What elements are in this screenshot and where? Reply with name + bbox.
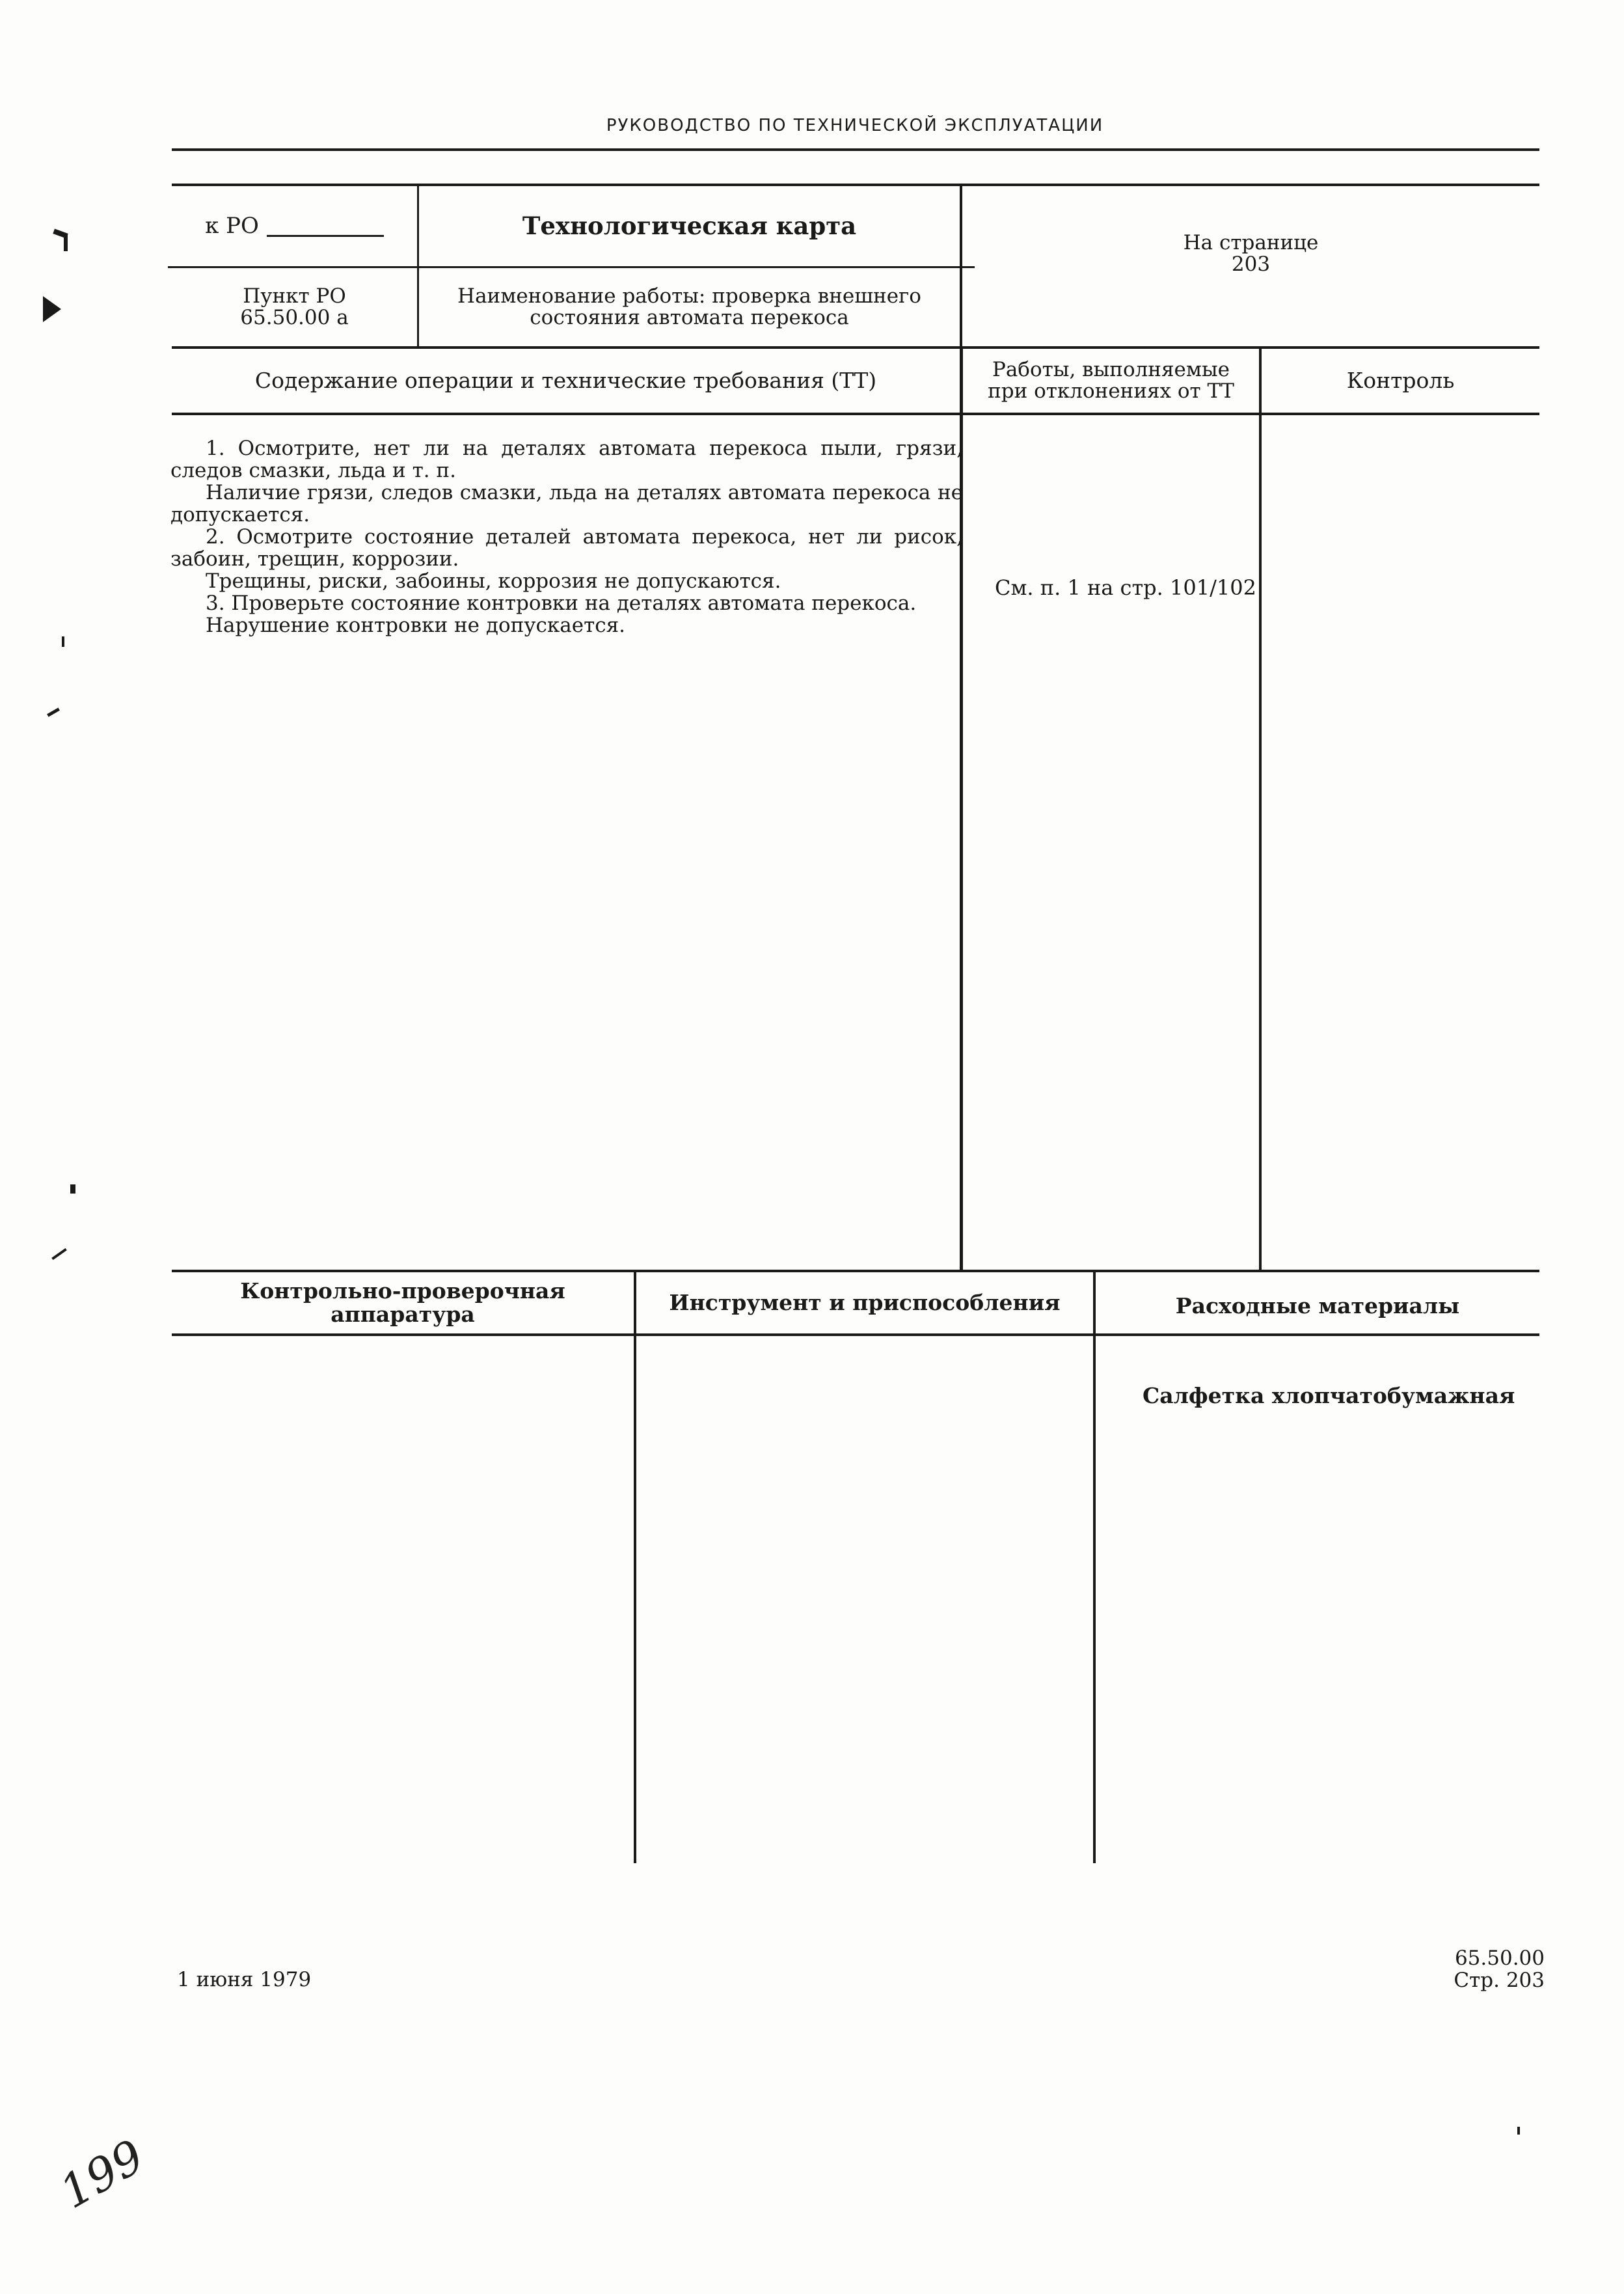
running-header: РУКОВОДСТВО ПО ТЕХНИЧЕСКОЙ ЭКСПЛУАТАЦИИ	[606, 116, 1104, 135]
margin-mark	[51, 1248, 67, 1260]
margin-mark	[64, 234, 68, 251]
operation-requirement: Трещины, риски, забоины, коррозия не допускаются.	[206, 569, 781, 593]
content-column-title: Содержание операции и технические требования (ТТ)	[254, 368, 877, 394]
control-column-divider	[1259, 348, 1262, 1272]
control-column-header	[1262, 349, 1539, 413]
column-header-rule	[172, 413, 1539, 415]
tools-column-divider	[634, 1271, 636, 1863]
ro-reference	[205, 214, 384, 238]
tools-column-title: Инструмент и приспособления	[669, 1290, 1061, 1316]
revision-date: 1 июня 1979	[177, 1968, 312, 1991]
margin-mark	[62, 636, 64, 647]
work-name-line1: Наименование работы: проверка внешнего	[457, 284, 921, 308]
item-label: Пункт РО	[243, 284, 346, 308]
page-number: 203	[1231, 253, 1271, 276]
deviation-column-title-1: Работы, выполняемые	[992, 357, 1230, 381]
operations-text	[170, 437, 963, 636]
equipment-column-header	[172, 1272, 634, 1333]
deviation-reference: См. п. 1 на стр. 101/102	[995, 575, 1256, 600]
material-item: Салфетка хлопчатобумажная	[1143, 1383, 1515, 1408]
margin-mark	[70, 1184, 75, 1194]
materials-column-title: Расходные материалы	[1175, 1293, 1460, 1319]
materials-column-header	[1096, 1272, 1539, 1340]
control-column-title: Контроль	[1346, 368, 1455, 394]
materials-column-divider	[1093, 1271, 1096, 1863]
card-title-cell	[419, 186, 960, 266]
page-footer	[1454, 1947, 1545, 1991]
ro-reference-label: к РО	[205, 213, 259, 239]
ro-reference-cell	[172, 186, 417, 266]
tools-column-header	[636, 1272, 1093, 1333]
operation-requirement: Нарушение контровки не допускается.	[206, 614, 625, 637]
ro-reference-blank	[267, 215, 384, 237]
work-name-line2: состояния автомата перекоса	[530, 306, 849, 329]
page-reference-cell	[962, 215, 1539, 293]
content-column-header	[172, 349, 960, 413]
equipment-column-title: Контрольно-проверочная аппаратура	[240, 1278, 565, 1327]
margin-mark	[1517, 2127, 1520, 2135]
margin-mark	[43, 296, 61, 322]
deviation-column-header	[963, 349, 1259, 413]
item-cell	[172, 268, 417, 346]
handwritten-note: 199	[51, 2129, 154, 2219]
page-label: На странице	[1183, 230, 1319, 254]
deviation-column-title-2: при отклонениях от ТТ	[988, 379, 1234, 403]
item-number: 65.50.00 а	[240, 306, 349, 329]
operation-step: 3. Проверьте состояние контровки на деталях автомата перекоса.	[206, 592, 917, 615]
doc-code: 65.50.00	[1454, 1946, 1545, 1970]
work-name-cell	[419, 268, 960, 346]
margin-mark	[47, 707, 60, 717]
header-rule	[172, 148, 1539, 151]
operation-requirement: Наличие грязи, следов смазки, льда на деталях автомата перекоса не допускается.	[170, 481, 963, 526]
card-title: Технологическая карта	[522, 211, 857, 240]
operation-step: 2. Осмотрите состояние деталей автомата перекоса, нет ли рисок, забоин, трещин, коррозии.	[170, 525, 963, 571]
operation-step: 1. Осмотрите, нет ли на деталях автомата перекоса пыли, грязи, следов смазки, льда и т. п.	[170, 437, 963, 482]
footer-page: Стр. 203	[1454, 1969, 1545, 1992]
